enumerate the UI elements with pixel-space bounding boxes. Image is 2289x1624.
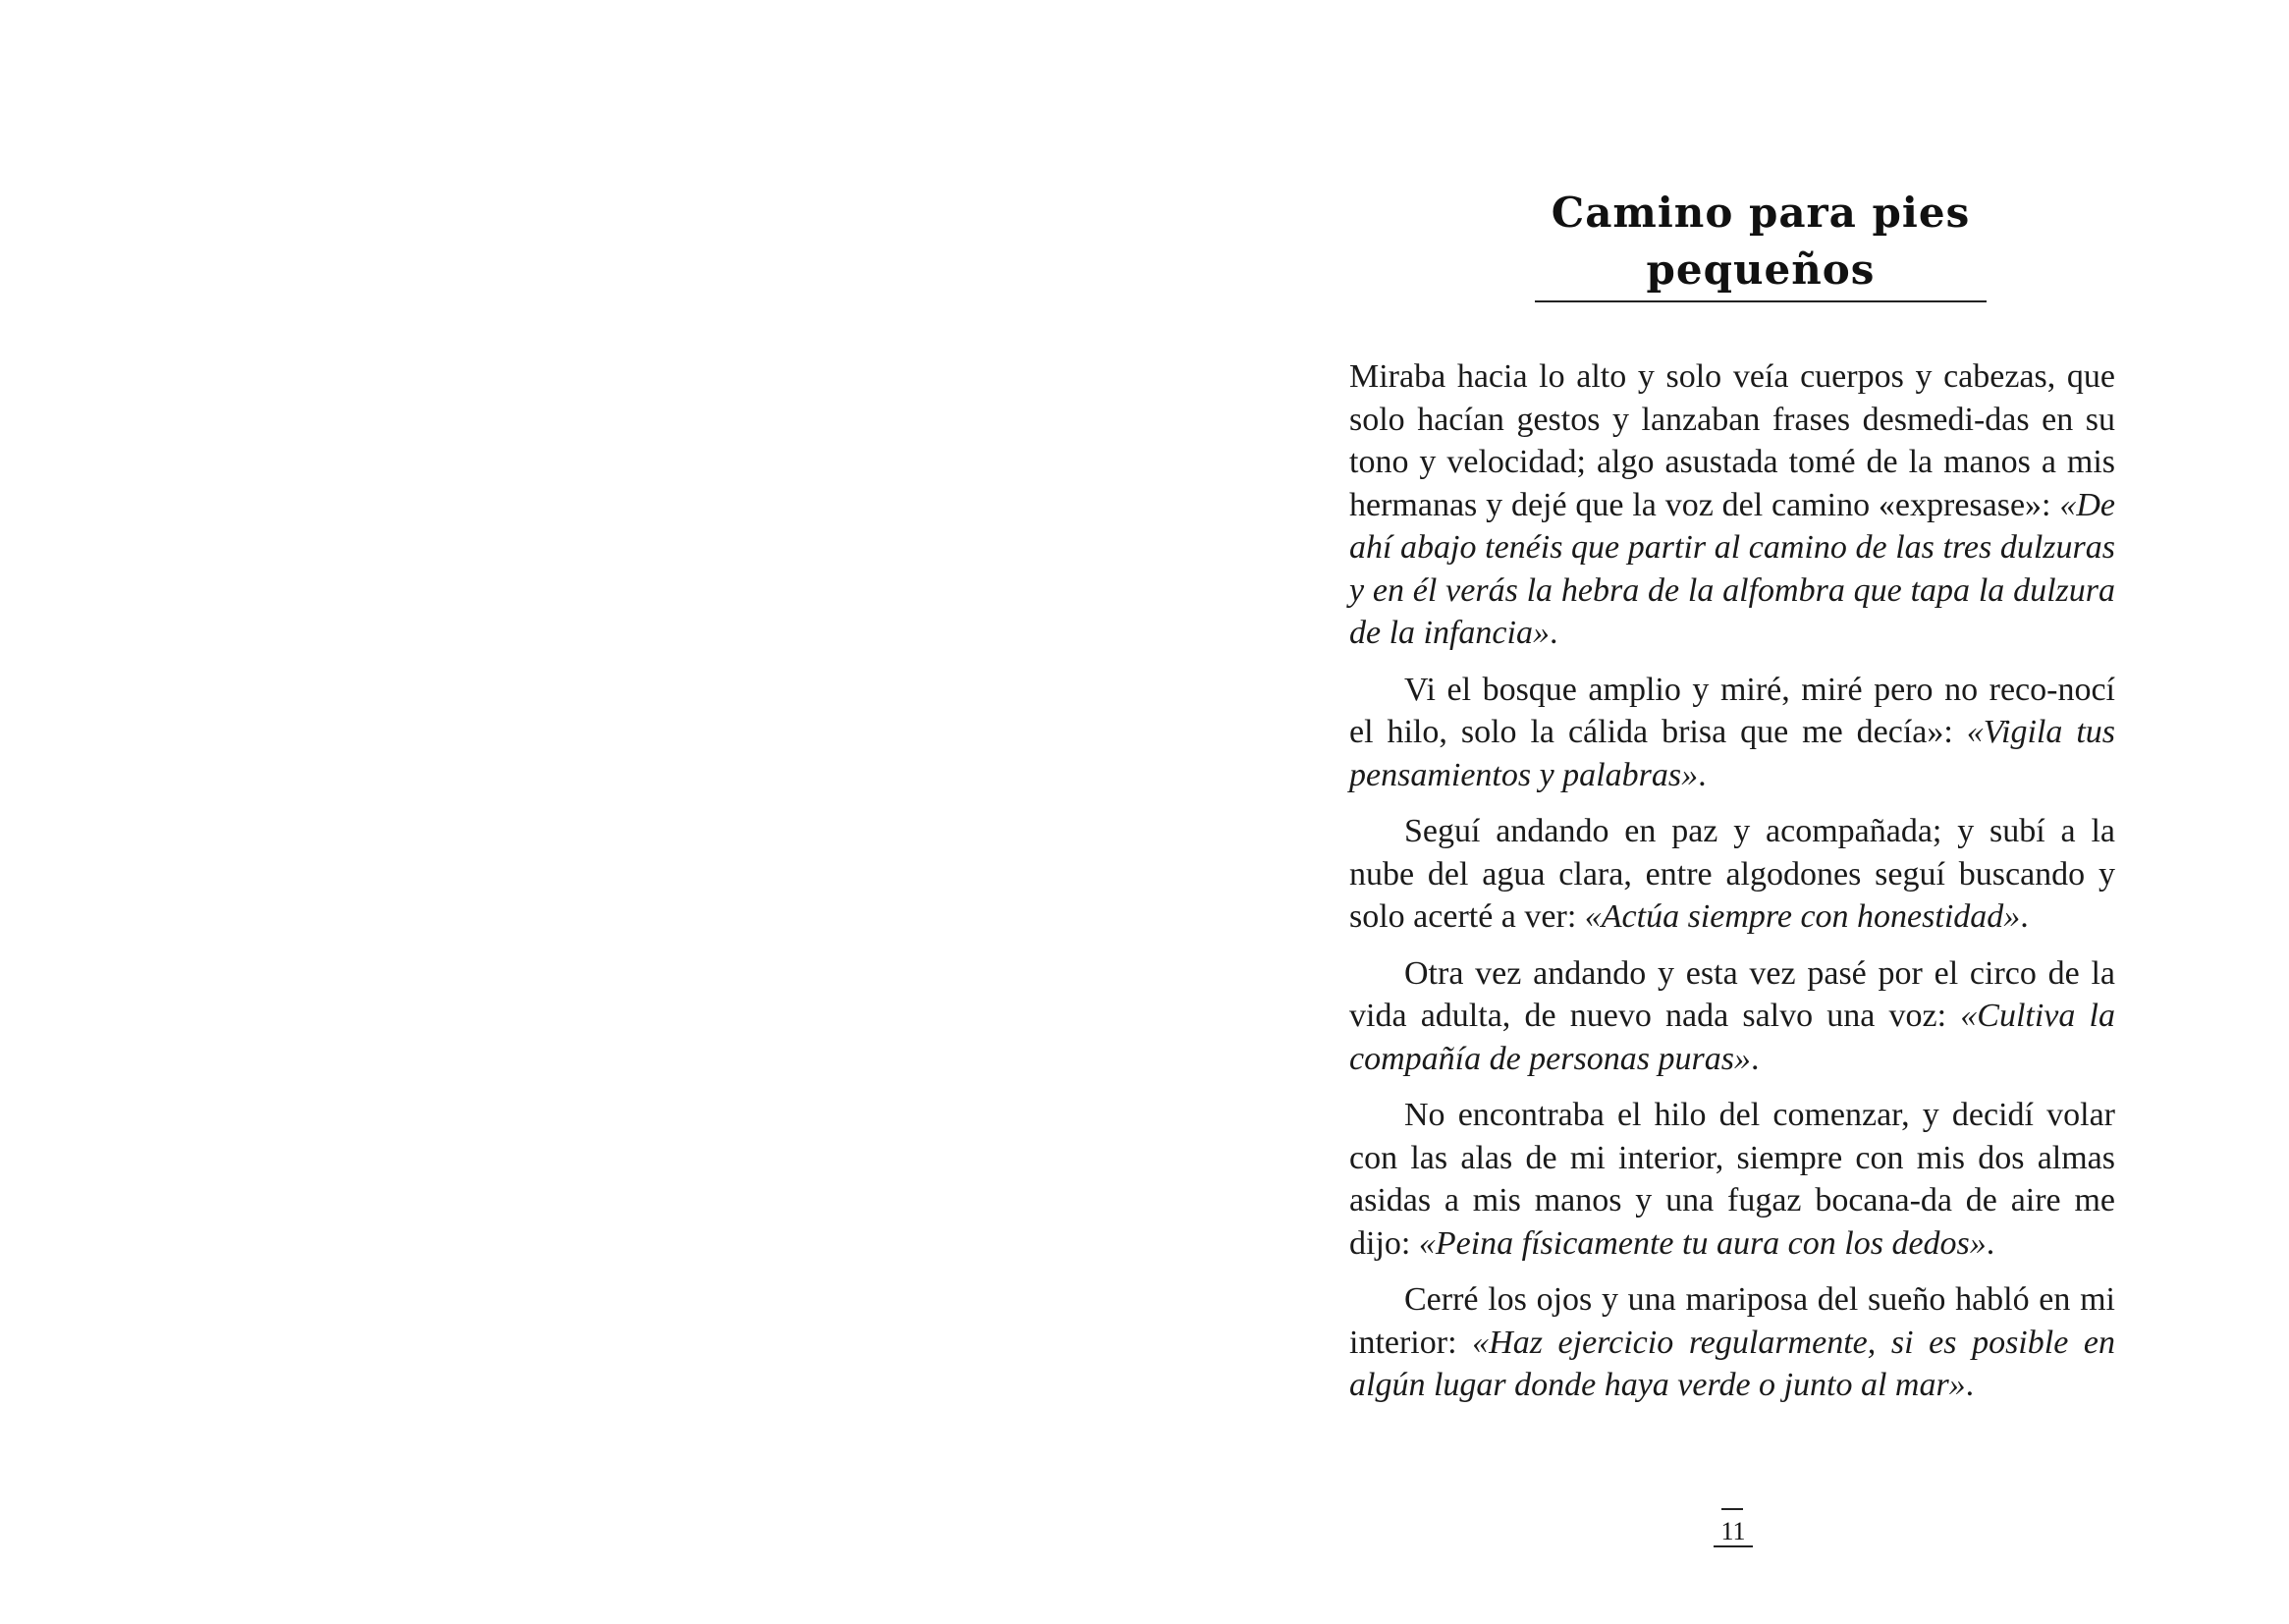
italic-quote: «Peina físicamente tu aura con los dedos» [1418,1224,1987,1262]
italic-quote: «Haz ejercicio regularmente, si es posible en algún lugar donde haya verde o junto al mar» [1349,1324,2115,1403]
paragraph-text: No encontraba el hilo del comenzar, y decidí volar con las alas de mi interior, siempre con mis dos almas asidas a mis manos y una fugaz bocana-da de aire me dijo: [1349,1097,2115,1262]
chapter-heading [1535,185,1987,302]
paragraph-text: . [1986,1224,1995,1262]
left-page-blank [0,0,1144,1624]
paragraph-text: . [1965,1367,1975,1403]
body-paragraph [1349,1278,2115,1407]
paragraph-text: . [2020,898,2029,935]
italic-quote: «Vigila tus pensamientos y palabras» [1349,714,2115,793]
body-paragraph [1349,952,2115,1081]
paragraph-text: . [1750,1040,1760,1077]
paragraph-text: Vi el bosque amplio y miré, miré pero no reco-nocí el hilo, solo la cálida brisa que me decía»: [1349,671,2115,750]
page-number: 11 [1714,1518,1753,1547]
italic-quote: «Cultiva la compañía de personas puras» [1349,998,2115,1077]
paragraph-text: . [1698,756,1707,793]
paragraph-text: . [1549,615,1558,651]
body-paragraph [1349,355,2115,655]
paragraph-text: Seguí andando en paz y acompañada; y subí a la nube del agua clara, entre algodones seguí buscando y solo acerté a ver: [1349,813,2115,935]
chapter-title: Camino para pies pequeños [1535,185,1987,302]
italic-quote: «De ahí abajo tenéis que partir al camino de las tres dulzuras y en él verás la hebra de la alfombra que tapa la dulzura de la infancia» [1349,486,2115,651]
paragraph-text: Otra vez andando y esta vez pasé por el circo de la vida adulta, de nuevo nada salvo una voz: [1349,954,2115,1034]
paragraph-text: Cerré los ojos y una mariposa del sueño habló en mi interior: [1349,1281,2115,1361]
body-paragraph [1349,810,2115,939]
italic-quote: «Actúa siempre con honestidad» [1584,898,2021,935]
folio-rule [1721,1508,1743,1510]
chapter-body [1349,355,2115,1421]
paragraph-text: Miraba hacia lo alto y solo veía cuerpos y cabezas, que solo hacían gestos y lanzaban frases desmedi-das en su tono y velocidad; algo asustada tomé de la manos a mis hermanas y dejé que la voz del camino «expresase»: [1349,358,2115,523]
body-paragraph [1349,669,2115,797]
body-paragraph [1349,1094,2115,1265]
